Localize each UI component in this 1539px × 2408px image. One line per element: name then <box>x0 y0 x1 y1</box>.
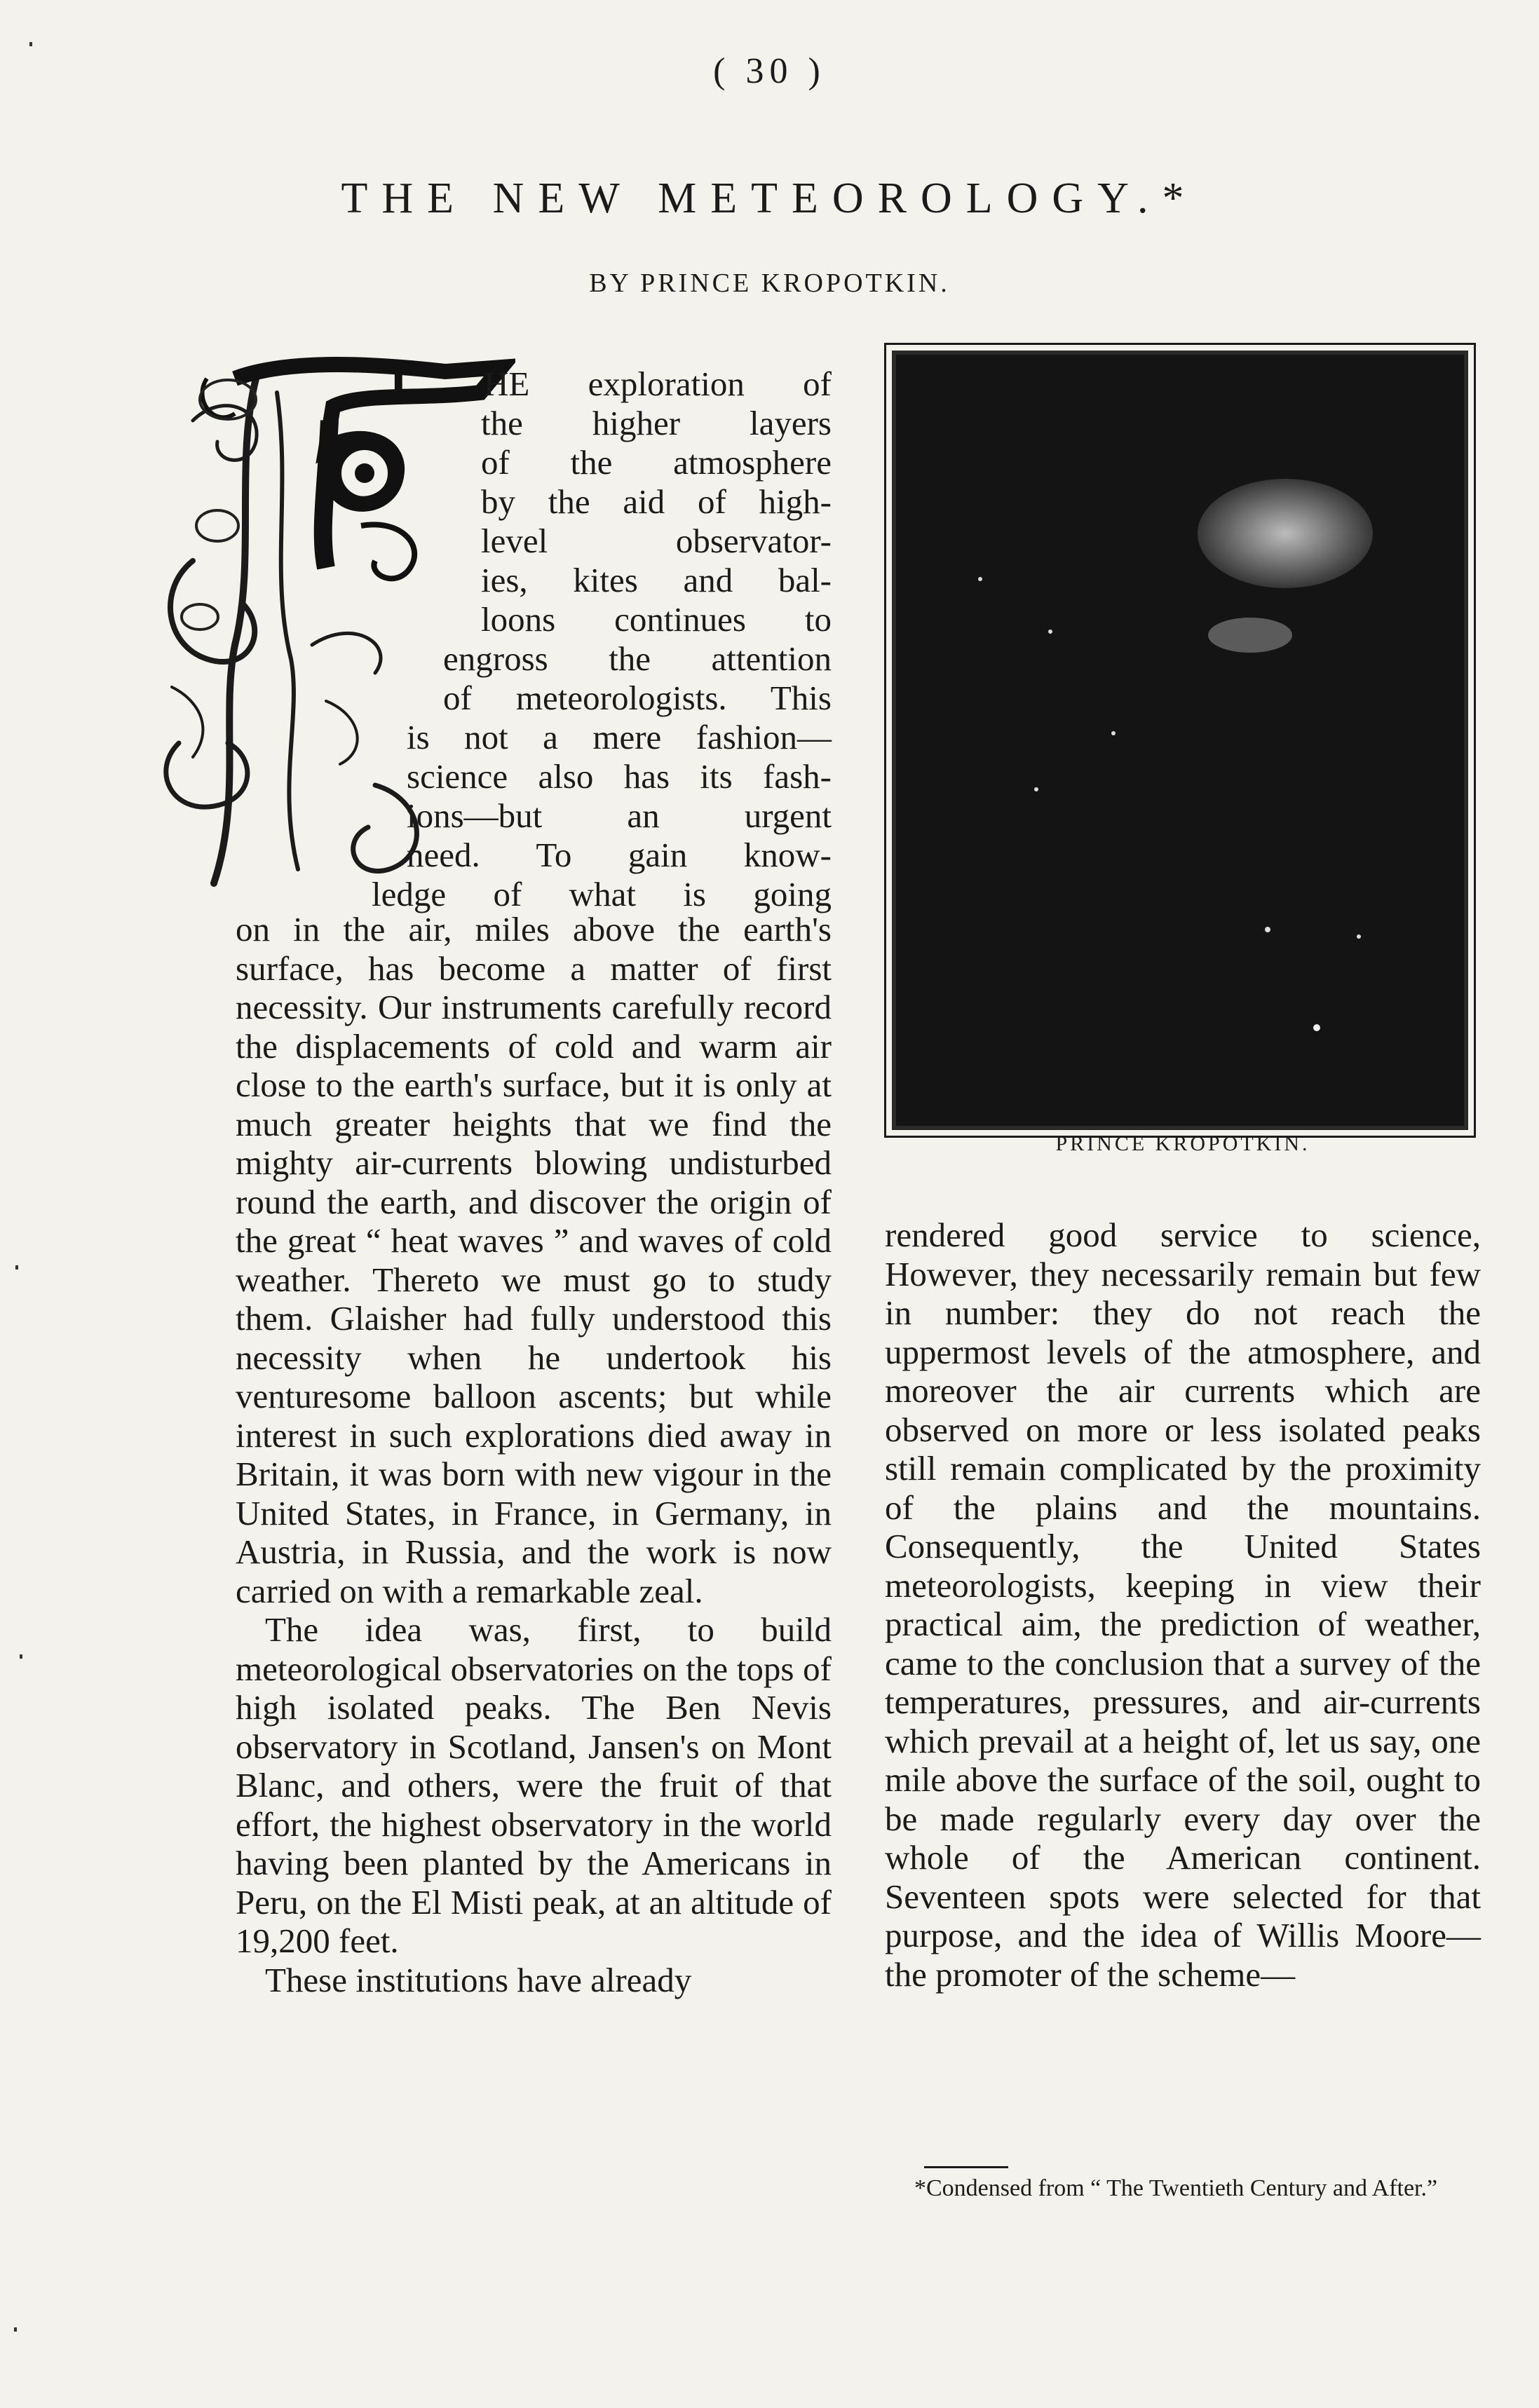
author-byline: BY PRINCE KROPOTKIN. <box>589 268 950 298</box>
paragraph-3-start: These institutions have already <box>265 1960 692 1999</box>
right-column-text: rendered good service to science, However, they necessarily remain but few in number: they do not reach the uppermost levels of the atmosphere, and moreover the air currents which are observed on more or less isolated peaks still remain complicated by the proximity of the plains and the mountains. Consequently, the United States meteorologists, keeping in view their practical aim, the prediction of weather, came to the conclusion that a survey of the temperatures, pressures, and air-currents which prevail at a height of, let us say, one mile above the surface of the soil, ought to be made regularly every day over the whole of the American continent. Seventeen spots were selected for that purpose, and the idea of Willis Moore—the promoter of the scheme— <box>885 1216 1481 1994</box>
portrait-image <box>896 355 1464 1126</box>
scan-speck <box>29 42 32 46</box>
drop-cap-line: of the atmosphere <box>481 443 832 482</box>
page-number: ( 30 ) <box>713 51 826 91</box>
drop-cap-line: loons continues to <box>481 600 832 639</box>
portrait-photo <box>892 351 1468 1130</box>
paragraph-2: The idea was, first, to build meteorological observatories on the tops of high isolated peaks. The Ben Nevis observatory in Scotland, Jansen's on Mont Blanc, and others, were the fruit of that effort, the highest observatory in the world having been planted by the Americans in Peru, on the El Misti peak, at an altitude of 19,200 feet. <box>236 1610 832 1960</box>
drop-initial-letter: T <box>382 350 415 404</box>
scan-speck <box>15 1265 18 1270</box>
drop-cap-line: ies, kites and bal- <box>481 561 832 599</box>
article-title: THE NEW METEOROLOGY.* <box>341 175 1198 222</box>
scan-speck <box>20 1654 22 1659</box>
drop-cap-line: science also has its fash- <box>407 757 832 796</box>
portrait-caption: PRINCE KROPOTKIN. <box>1055 1132 1310 1155</box>
right-column <box>885 1216 1481 1994</box>
drop-cap-line: ledge of what is going <box>372 875 832 913</box>
drop-cap-line: HE exploration of <box>484 365 832 403</box>
footnote-rule <box>924 2166 1008 2168</box>
drop-cap-line: ions—but an urgent <box>407 796 832 835</box>
drop-cap-line: need. To gain know- <box>407 836 832 874</box>
scan-speck <box>14 2327 17 2332</box>
drop-cap-line: engross the attention <box>443 639 832 678</box>
drop-cap-line: by the aid of high- <box>481 482 832 521</box>
footnote: *Condensed from “ The Twentieth Century and After.” <box>914 2175 1438 2201</box>
drop-cap-line: of meteorologists. This <box>443 679 832 717</box>
paragraph-1-continuation: on in the air, miles above the earth's surface, has become a matter of first necessity. Our instruments carefully record the displacements of cold and warm air close to the earth's surface, but it is only at much greater heights that we find the mighty air-currents blowing undisturbed round the earth, and discover the origin of the great “ heat waves ” and waves of cold weather. Thereto we must go to study them. Glaisher had fully understood this necessity when he undertook his venturesome balloon ascents; but while interest in such explorations died away in Britain, it was born with new vigour in the United States, in France, in Germany, in Austria, in Russia, and the work is now carried on with a remarkable zeal. <box>236 910 832 1610</box>
drop-cap-line: level observator- <box>481 522 832 560</box>
drop-cap-line: the higher layers <box>481 404 832 442</box>
drop-cap-line: is not a mere fashion— <box>407 718 832 756</box>
left-column <box>236 910 832 1999</box>
